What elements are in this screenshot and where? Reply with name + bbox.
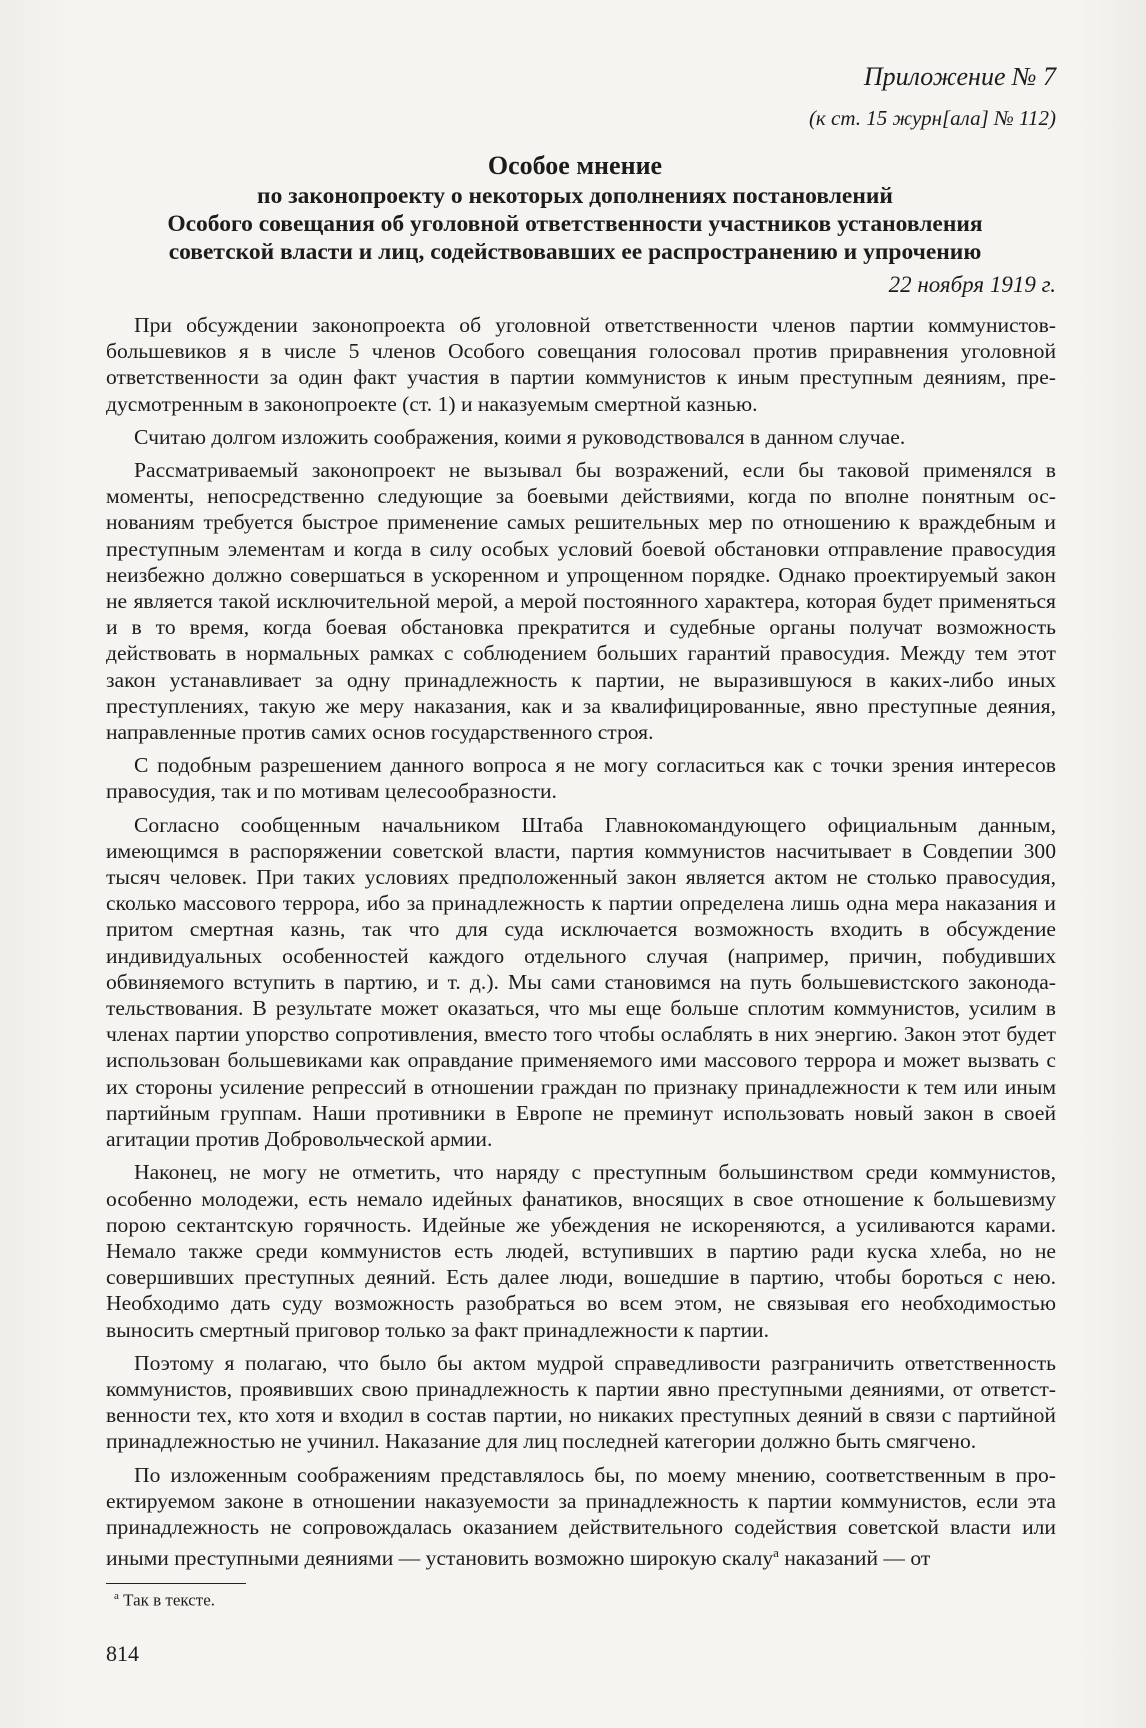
page-number: 814: [106, 1641, 139, 1666]
paragraph: При обсуждении законопроекта об уголовной ответственности членов партии коммунистов-большевиков я в числе 5 членов Особого совещания голосовал против приравнения уголовной ответственности за один факт участия в партии коммунистов к иным преступным деяниям, предусмотренным в законопроекте (ст. 1) и наказуемым смертной казнью.: [106, 313, 1056, 416]
paragraph-text: По изложенным соображениям представлялось бы, по моему мнению, соответственным в проектируемом законе в отношении наказуемости за принадлежность к партии коммунистов, если эта принадлежность не сопровождалась оказанием действительного содействия советской власти или иными преступными деяниями — установить возможно широкую скалу: [106, 1462, 1056, 1571]
document-date: 22 ноября 1919 г.: [888, 272, 1056, 297]
footnote-divider: [106, 1583, 246, 1584]
paragraph: С подобным разрешением данного вопроса я не могу согласиться как с точки зрения интересов правосудия, так и по мотивам целесообразности.: [106, 753, 1056, 804]
paragraph: Согласно сообщенным начальником Штаба Главнокомандующего официальным данным, имеющимся в распоряжении советской власти, партия коммунистов насчитывает в Совдепии 300 тысяч человек. При таких условиях предположенный закон является актом не столько правосудия, сколько массового террора, ибо за принадлежность к партии определена лишь одна мера наказания и притом смертная казнь, так что для суда исключается возможность входить в обсуждение индивидуальных особенностей каждого отдельного случая (например, причин, побудивших обвиняемого вступить в партию, и т. д.). Мы сами становимся на путь большевистского законодательствования. В результате может оказаться, что мы еще больше сплотим коммунистов, усилим в членах партии упорство сопротивления, вместо того чтобы ослаблять в них энергию. Закон этот будет использован большевиками как оправдание применяемого ими массового террора и может вызвать с их стороны усиление репрессий в отношении граждан по признаку принадлежности к тем или иным партийным группам. Наши противники в Европе не преминут использовать новый закон в своей агитации против Добровольческой армии.: [106, 812, 1056, 1152]
body-text: [106, 312, 1056, 1579]
appendix-number: Приложение № 7: [863, 62, 1056, 91]
footnote: [114, 1590, 215, 1611]
title-line-3: Особого совещания об уголовной ответственности участников установления: [167, 211, 983, 237]
paragraph: Считаю долгом изложить соображения, коими я руководствовался в данном случае.: [134, 424, 906, 449]
journal-reference: (к ст. 15 журн[ала] № 112): [808, 106, 1056, 130]
paragraph: Поэтому я полагаю, что было бы актом мудрой справедливости разграничить ответственность коммунистов, проявивших свою принадлежность к партии явно преступными деяниями, от ответственности тех, кто хотя и входил в состав партии, но никаких преступных деяний в связи с партийной принадлежностью не учинил. Наказание для лиц последней категории должно быть смягчено.: [106, 1350, 1056, 1454]
paragraph: Наконец, не могу не отметить, что наряду с преступным большинством среди коммунистов, особенно молодежи, есть немало идейных фанатиков, вносящих в свое отношение к большевизму порою сектантскую горячность. Идейные же убеждения не искореняются, а усиливаются карами. Немало также среди коммунистов есть людей, вступивших в партию ради куска хлеба, но не совершивших преступных деяний. Есть далее люди, вошедшие в партию, чтобы бороться с нею. Необходимо дать суду возможность разобраться во всем этом, не связывая его необходимостью выносить смертный приговор только за факт принадлежности к партии.: [106, 1160, 1056, 1342]
title-line-2: по законопроекту о некоторых дополнениях постановлений: [257, 183, 893, 209]
title-line-1: Особое мнение: [487, 151, 663, 180]
document-title: [110, 150, 1040, 266]
paragraph-text: наказаний — от: [778, 1546, 931, 1571]
footnote-mark: а: [114, 1590, 119, 1602]
footnote-text: Так в тексте.: [118, 1590, 216, 1610]
title-line-4: советской власти и лиц, содействовавших ее распространению и упрочению: [168, 239, 982, 265]
footnote-reference: а: [773, 1545, 779, 1561]
paragraph: Рассматриваемый законопроект не вызывал бы возражений, если бы таковой применялся в моменты, непосредственно следующие за боевыми действиями, когда по вполне понятным основаниям требуется быстрое применение самых решительных мер по отношению к враждебным и преступным элементам и когда в силу особых условий боевой обстановки отправление правосудия неизбежно должно совершаться в ускоренном и упрощенном порядке. Однако проектируемый закон не является такой исключительной мерой, а мерой постоянного характера, которая будет применяться и в то время, когда боевая обстановка прекратится и судебные органы получат возможность действовать в нормальных рамках с соблюдением больших гарантий правосудия. Между тем этот закон устанавливает за одну принадлежность к партии, не выразившуюся в каких-либо иных преступлениях, такую же меру наказания, как и за квалифицированные, явно преступные деяния, направленные против самих основ государственного строя.: [106, 458, 1056, 745]
paragraph: [106, 1462, 1056, 1572]
